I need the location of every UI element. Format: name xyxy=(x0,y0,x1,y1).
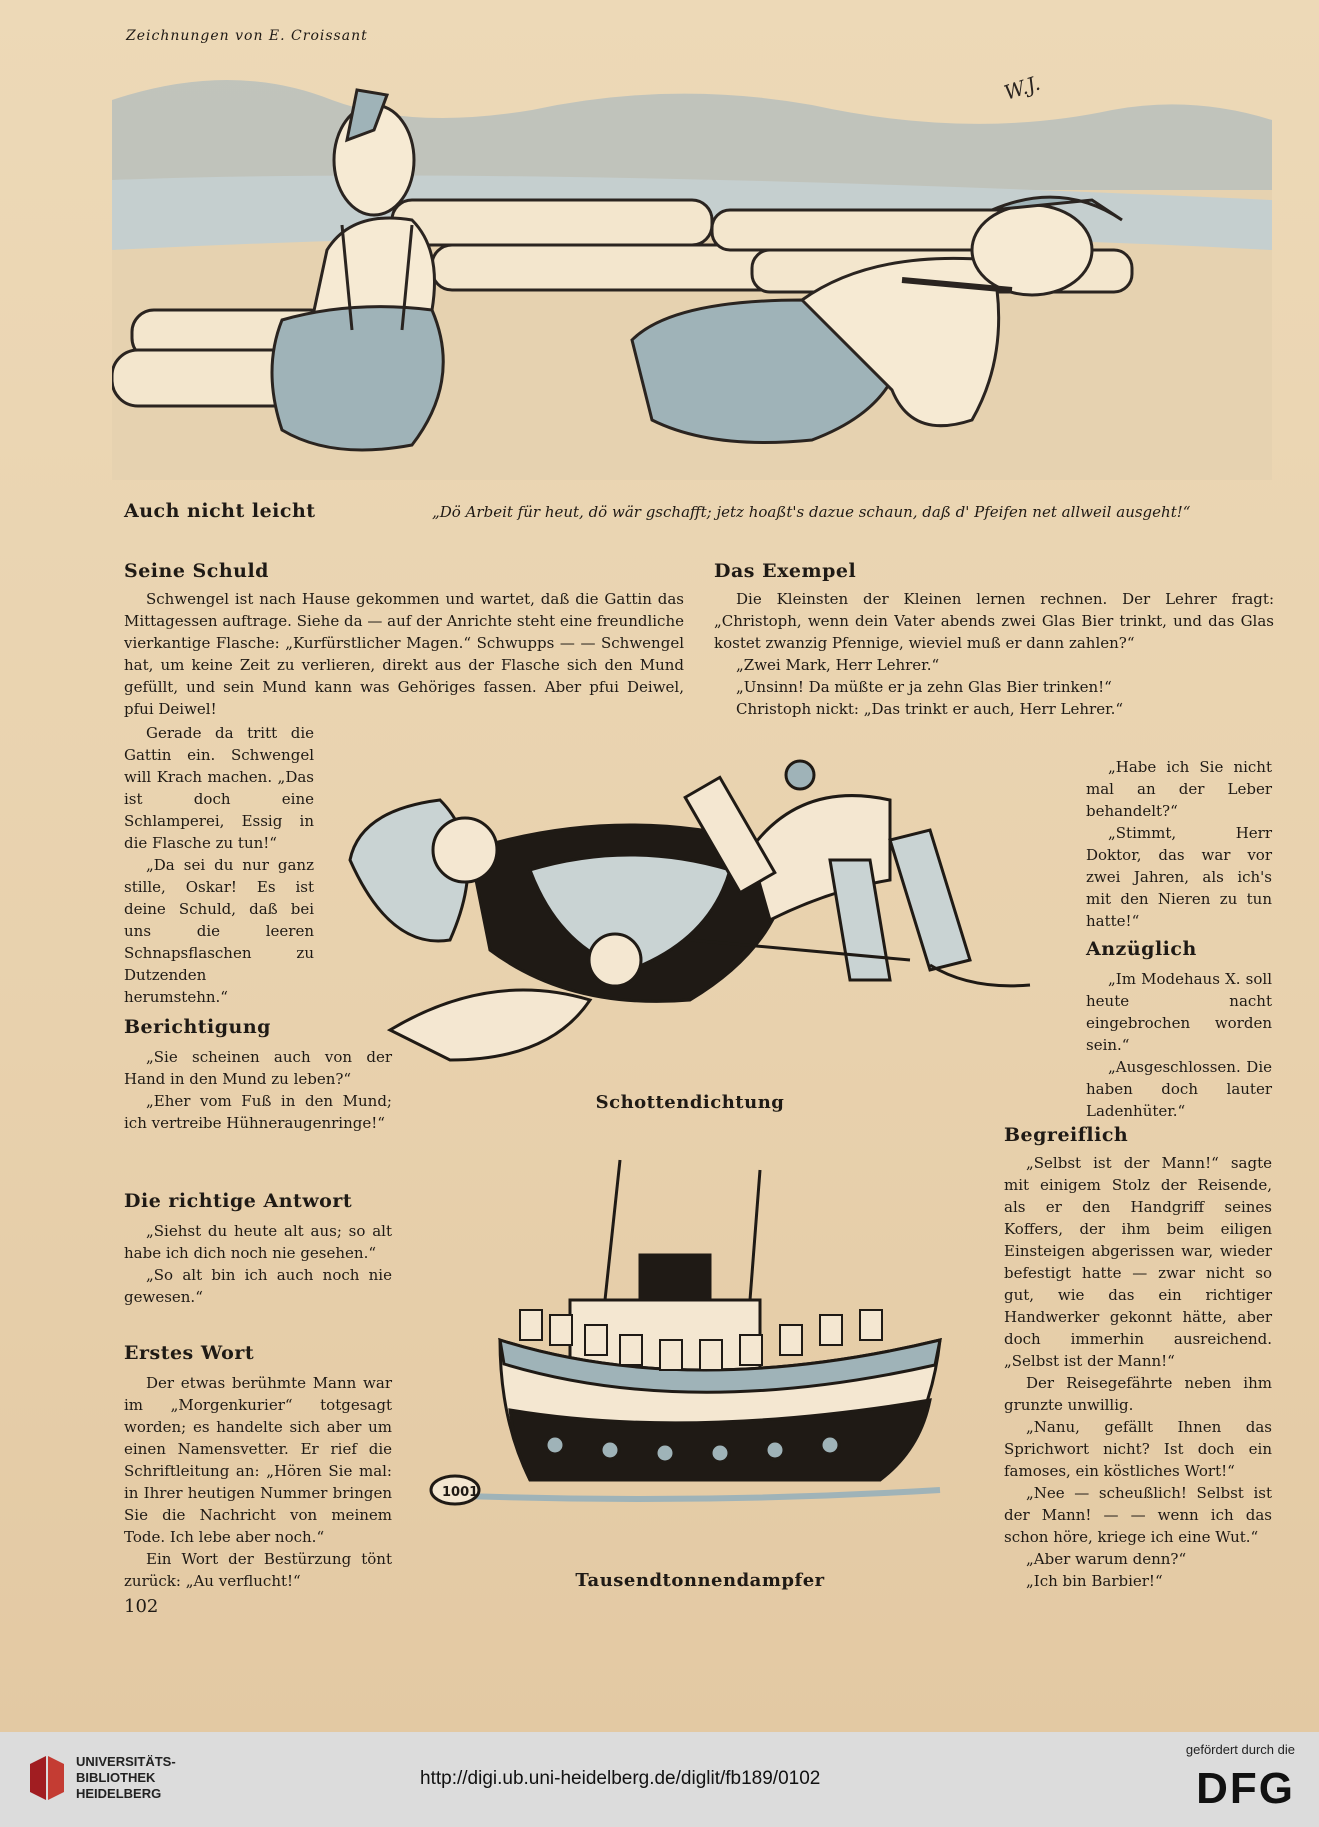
top-illustration xyxy=(112,50,1272,480)
boat-marking: W.J. xyxy=(1001,70,1044,105)
heading-richtige-antwort: Die richtige Antwort xyxy=(124,1190,353,1212)
dampfer-caption: Tausendtonnendampfer xyxy=(575,1570,825,1591)
dampfer-buoy-label: 1001 xyxy=(442,1485,479,1500)
page-number: 102 xyxy=(124,1596,159,1617)
begreiflich-p1: „Selbst ist der Mann!“ sagte mit einigem Stolz der Reisende, als er den Handgriff seines Koffers, der ihm beim eiligen Einsteigen abgerissen war, wieder befestigt hatte — zwar nicht so gut, wie das ein richtiger Handwerker gekonnt hätte, aber doch immerhin ausreichend. „Selbst ist der Mann!“ xyxy=(1004,1154,1272,1370)
heading-seine-schuld: Seine Schuld xyxy=(124,560,269,582)
heading-begreiflich: Begreiflich xyxy=(1004,1124,1129,1146)
exempel-p4: Christoph nickt: „Das trinkt er auch, Herr Lehrer.“ xyxy=(736,700,1124,718)
anzueglich-p1: „Im Modehaus X. soll heute nacht eingebrochen worden sein.“ xyxy=(1086,970,1272,1054)
seine-schuld-p3: „Da sei du nur ganz stille, Oskar! Es ist deine Schuld, daß bei uns die leeren Schnapsflaschen zu Dutzenden herumstehn.“ xyxy=(124,856,314,1006)
erstes-wort-p1: Der etwas berühmte Mann war im „Morgenkurier“ totgesagt worden; es handelte sich aber um einen Namensvetter. Er rief die Schriftleitung an: „Hören Sie mal: in Ihrer heutigen Nummer bringen Sie die Nachricht von meinem Tode. Ich lebe aber noch.“ xyxy=(124,1374,392,1546)
dampfer-illustration xyxy=(420,1150,960,1560)
richtige-antwort-p2: „So alt bin ich auch noch nie gewesen.“ xyxy=(124,1266,392,1306)
seine-schuld-text xyxy=(124,588,684,720)
heading-exempel: Das Exempel xyxy=(714,560,857,582)
leber-p2: „Stimmt, Herr Doktor, das war vor zwei Jahren, als ich's mit den Nieren zu tun hatte!“ xyxy=(1086,824,1272,930)
top-caption-quote: „Dö Arbeit für heut, dö wär gschafft; jetz hoaßt's dazue schaun, daß d' Pfeifen net allweil ausgeht!“ xyxy=(432,503,1191,521)
dfg-logo: DFG xyxy=(1196,1764,1295,1813)
begreiflich-p4: „Nee — scheußlich! Selbst ist der Mann! — — wenn ich das schon höre, kriege ich eine Wut.“ xyxy=(1004,1484,1272,1546)
exempel-p1: Die Kleinsten der Kleinen lernen rechnen. Der Lehrer fragt: „Christoph, wenn dein Vater abends zwei Glas Bier trinkt, und das Glas kostet zwanzig Pfennige, wieviel muß er dann zahlen?“ xyxy=(714,590,1274,652)
begreiflich-p6: „Ich bin Barbier!“ xyxy=(1026,1572,1163,1590)
richtige-antwort-text xyxy=(124,1220,392,1308)
exempel-p3: „Unsinn! Da müßte er ja zehn Glas Bier trinken!“ xyxy=(736,678,1112,696)
richtige-antwort-p1: „Siehst du heute alt aus; so alt habe ich dich noch nie gesehen.“ xyxy=(124,1222,392,1262)
erstes-wort-p2: Ein Wort der Bestürzung tönt zurück: „Au verflucht!“ xyxy=(124,1550,392,1590)
seine-schuld-text-2 xyxy=(124,722,314,1008)
exempel-p2: „Zwei Mark, Herr Lehrer.“ xyxy=(736,656,940,674)
exempel-text xyxy=(714,588,1274,720)
digitization-url[interactable]: http://digi.ub.uni-heidelberg.de/diglit/fb189/0102 xyxy=(420,1768,821,1789)
footer-bar xyxy=(0,1732,1319,1827)
begreiflich-p2: Der Reisegefährte neben ihm grunzte unwillig. xyxy=(1004,1374,1272,1414)
dfg-note: gefördert durch die xyxy=(1185,1742,1295,1757)
top-caption-title: Auch nicht leicht xyxy=(124,500,316,522)
heading-berichtigung: Berichtigung xyxy=(124,1016,271,1038)
uni-name-line3: HEIDELBERG xyxy=(76,1786,162,1801)
uni-name-line1: UNIVERSITÄTS- xyxy=(76,1754,176,1769)
heading-erstes-wort: Erstes Wort xyxy=(124,1342,255,1364)
university-library-logo xyxy=(26,1752,68,1804)
leber-text xyxy=(1086,756,1272,932)
berichtigung-p2: „Eher vom Fuß in den Mund; ich vertreibe Hühneraugenringe!“ xyxy=(124,1092,392,1132)
begreiflich-text xyxy=(1004,1152,1272,1592)
seine-schuld-p1: Schwengel ist nach Hause gekommen und wartet, daß die Gattin das Mittagessen auftrage. Siehe da — auf der Anrichte steht eine freundliche vierkantige Flasche: „Kurfürstlicher Magen.“ Schwupps — — Schwengel hat, um keine Zeit zu verlieren, direkt aus der Flasche sich den Mund gefüllt, und sein Mund kann was Gehöriges fassen. Aber pfui Deiwel, pfui Deiwel! xyxy=(124,590,684,718)
erstes-wort-text xyxy=(124,1372,392,1592)
anzueglich-text xyxy=(1086,968,1272,1122)
begreiflich-p5: „Aber warum denn?“ xyxy=(1026,1550,1187,1568)
seine-schuld-p2: Gerade da tritt die Gattin ein. Schwengel will Krach machen. „Das ist doch eine Schlamperei, Essig in die Flasche zu tun!“ xyxy=(124,724,314,852)
leber-p1: „Habe ich Sie nicht mal an der Leber behandelt?“ xyxy=(1086,758,1272,820)
uni-name-line2: BIBLIOTHEK xyxy=(76,1770,156,1785)
schotten-caption: Schottendichtung xyxy=(595,1092,785,1113)
illustrator-credit: Zeichnungen von E. Croissant xyxy=(126,28,368,44)
begreiflich-p3: „Nanu, gefällt Ihnen das Sprichwort nicht? Ist doch ein famoses, ein köstliches Wort!“ xyxy=(1004,1418,1272,1480)
heading-anzueglich: Anzüglich xyxy=(1086,938,1197,960)
anzueglich-p2: „Ausgeschlossen. Die haben doch lauter Ladenhüter.“ xyxy=(1086,1058,1272,1120)
schotten-illustration xyxy=(330,740,1050,1080)
university-library-name xyxy=(76,1754,176,1802)
berichtigung-p1: „Sie scheinen auch von der Hand in den Mund zu leben?“ xyxy=(124,1048,392,1088)
